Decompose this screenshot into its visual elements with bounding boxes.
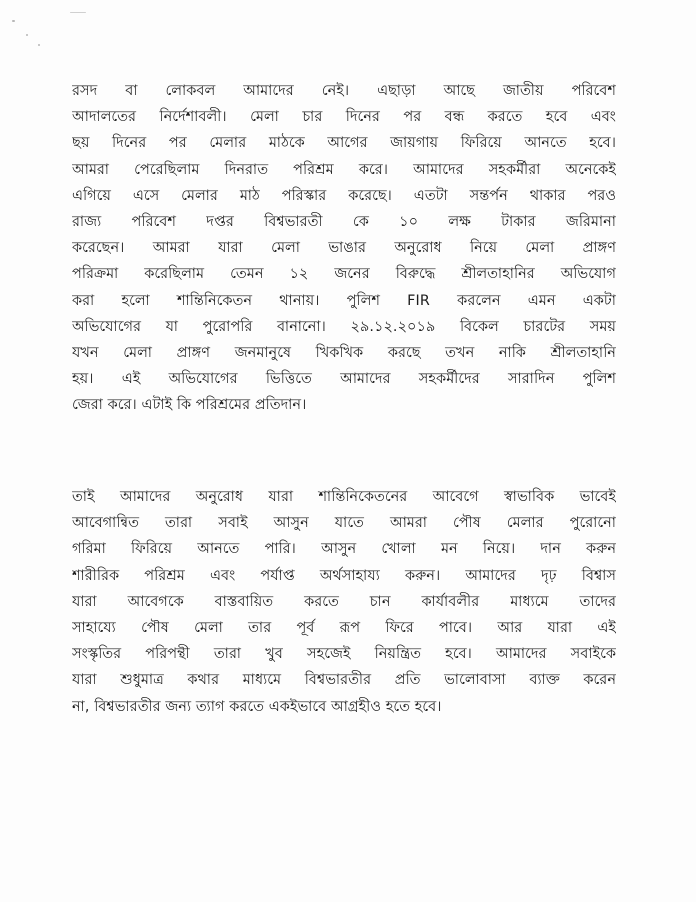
text-line: পরিক্রমা করেছিলাম তেমন ১২ জনের বিরুদ্ধে শ্রীলতাহানির অভিযোগ	[72, 266, 616, 283]
text-line: আদালতের নির্দেশাবলী। মেলা চার দিনের পর বন্ধ করতে হবে এবং	[72, 109, 616, 126]
scan-speck	[38, 44, 40, 46]
text-line: জেরা করে। এটাই কি পরিশ্রমের প্রতিদান।	[72, 397, 307, 414]
text-line: তাই আমাদের অনুরোধ যারা শান্তিনিকেতনের আবেগে স্বাভাবিক ভাবেই	[72, 489, 616, 505]
text-line: সংস্কৃতির পরিপন্থী তারা খুব সহজেই নিয়ন্ত্রিত হবে। আমাদের সবাইকে	[72, 646, 616, 663]
text-line: অভিযোগের যা পুরোপরি বানানো। ২৯.১২.২০১৯ বিকেল চারটের সময়	[72, 318, 616, 335]
scan-speck	[70, 12, 86, 13]
text-line: করেছেন। আমরা যারা মেলা ভাঙার অনুরোধ নিয়ে মেলা প্রাঙ্গণ	[72, 240, 616, 257]
scan-speck	[12, 20, 15, 22]
text-line: সাহায্যে পৌষ মেলা তার পূর্ব রূপ ফিরে পাবে। আর যারা এই	[72, 619, 616, 636]
text-line: ছয় দিনের পর মেলার মাঠকে আগের জায়গায় ফিরিয়ে আনতে হবে।	[72, 135, 616, 152]
text-line: এগিয়ে এসে মেলার মাঠ পরিস্কার করেছে। এতটা সন্তর্পন থাকার পরও	[72, 187, 616, 204]
paragraph-1	[72, 78, 616, 418]
text-line: শারীরিক পরিশ্রম এবং পর্যাপ্ত অর্থসাহায্য করুন। আমাদের দৃঢ় বিশ্বাস	[72, 567, 616, 584]
text-line: রসদ বা লোকবল আমাদের নেই। এছাড়া আছে জাতীয় পরিবেশ	[72, 83, 616, 99]
text-line: যারা আবেগকে বাস্তবায়িত করতে চান কার্যাবলীর মাধ্যমে তাদের	[72, 593, 616, 610]
text-line: করা হলো শান্তিনিকেতন থানায়। পুলিশ FIR করলেন এমন একটা	[72, 292, 616, 309]
text-line: হয়। এই অভিযোগের ভিত্তিতে আমাদের সহকর্মীদের সারাদিন পুলিশ	[72, 371, 616, 388]
text-line: যারা শুধুমাত্র কথার মাধ্যমে বিশ্বভারতীর প্রতি ভালোবাসা ব্যাক্ত করেন	[72, 672, 616, 689]
text-line: রাজ্য পরিবেশ দপ্তর বিশ্বভারতী কে ১০ লক্ষ টাকার জরিমানা	[72, 213, 616, 230]
paragraph-2	[72, 484, 616, 720]
text-line: যখন মেলা প্রাঙ্গণ জনমানুষে খিকখিক করছে তখন নাকি শ্রীলতাহানি	[72, 344, 616, 361]
text-line: গরিমা ফিরিয়ে আনতে পারি। আসুন খোলা মন নিয়ে। দান করুন	[72, 541, 616, 558]
text-line: আমরা পেরেছিলাম দিনরাত পরিশ্রম করে। আমাদের সহকর্মীরা অনেকেই	[72, 161, 616, 178]
scan-speck	[26, 34, 28, 36]
text-line: আবেগান্বিত তারা সবাই আসুন যাতে আমরা পৌষ মেলার পুরোনো	[72, 515, 616, 532]
text-line: না, বিশ্বভারতীর জন্য ত্যাগ করতে একইভাবে আগ্রহীও হতে হবে।	[72, 698, 442, 715]
